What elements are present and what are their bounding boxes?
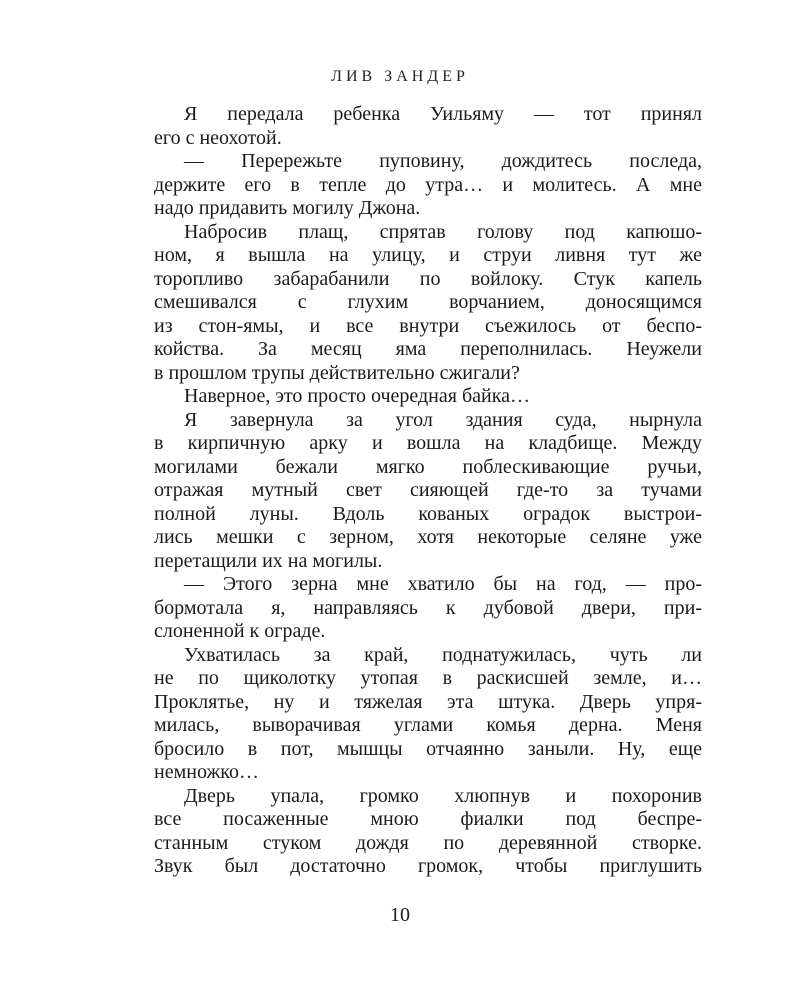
text-line: все посаженные мною фиалки под беспре-: [154, 808, 702, 830]
page-number: 10: [390, 904, 410, 926]
text-line: бормотала я, направляясь к дубовой двери, при-: [154, 596, 702, 619]
text-line: милась, выворачивая углами комья дерна. Меня: [154, 714, 702, 736]
text-line: Наверное, это просто очередная байка…: [184, 385, 530, 407]
text-line: лись мешки с зерном, хотя некоторые селяне уже: [154, 526, 702, 548]
text-line: слоненной к ограде.: [154, 620, 326, 642]
text-line: станным стуком дождя по деревянной створке.: [154, 831, 702, 854]
running-header-author: ЛИВ ЗАНДЕР: [331, 68, 469, 85]
text-line: немножко…: [154, 761, 259, 783]
text-line: могилами бежали мягко поблескивающие ручьи,: [154, 455, 702, 478]
text-line: Дверь упала, громко хлюпнув и похоронив: [184, 784, 702, 807]
text-line: в кирпичную арку и вошла на кладбище. Между: [154, 432, 702, 454]
text-line: полной луны. Вдоль кованых оградок выстрои-: [154, 502, 702, 525]
text-line: торопливо забарабанили по войлоку. Стук капель: [154, 267, 702, 290]
body-text: [154, 103, 702, 879]
text-line: его с неохотой.: [154, 126, 282, 149]
text-line: Ухватилась за край, поднатужилась, чуть ли: [184, 643, 702, 666]
text-line: — Перережьте пуповину, дождитесь последа,: [184, 150, 702, 172]
text-line: из стон-ямы, и все внутри съежилось от беспо-: [154, 314, 702, 337]
text-line: Звук был достаточно громок, чтобы приглушить: [154, 855, 702, 877]
text-line: в прошлом трупы действительно сжигали?: [154, 361, 520, 384]
text-line: бросило в пот, мышцы отчаянно заныли. Ну, еще: [154, 737, 702, 760]
text-line: Я передала ребенка Уильяму — тот принял: [184, 103, 702, 125]
text-line: Набросив плащ, спрятав голову под капюшо-: [184, 220, 702, 243]
text-line: ном, я вышла на улицу, и струи ливня тут же: [154, 244, 702, 266]
text-line: — Этого зерна мне хватило бы на год, — про-: [184, 573, 702, 595]
text-line: койства. За месяц яма переполнилась. Неужели: [154, 338, 702, 360]
text-line: Проклятье, ну и тяжелая эта штука. Дверь упря-: [154, 690, 702, 713]
text-line: отражая мутный свет сияющей где-то за тучами: [154, 479, 702, 501]
text-line: держите его в тепле до утра… и молитесь. А мне: [154, 173, 702, 196]
text-line: перетащили их на могилы.: [154, 549, 383, 572]
text-line: смешивался с глухим ворчанием, доносящимся: [154, 291, 702, 313]
text-line: не по щиколотку утопая в раскисшей земле, и…: [154, 667, 702, 689]
text-line: Я завернула за угол здания суда, нырнула: [184, 408, 702, 431]
text-line: надо придавить могилу Джона.: [154, 197, 421, 219]
